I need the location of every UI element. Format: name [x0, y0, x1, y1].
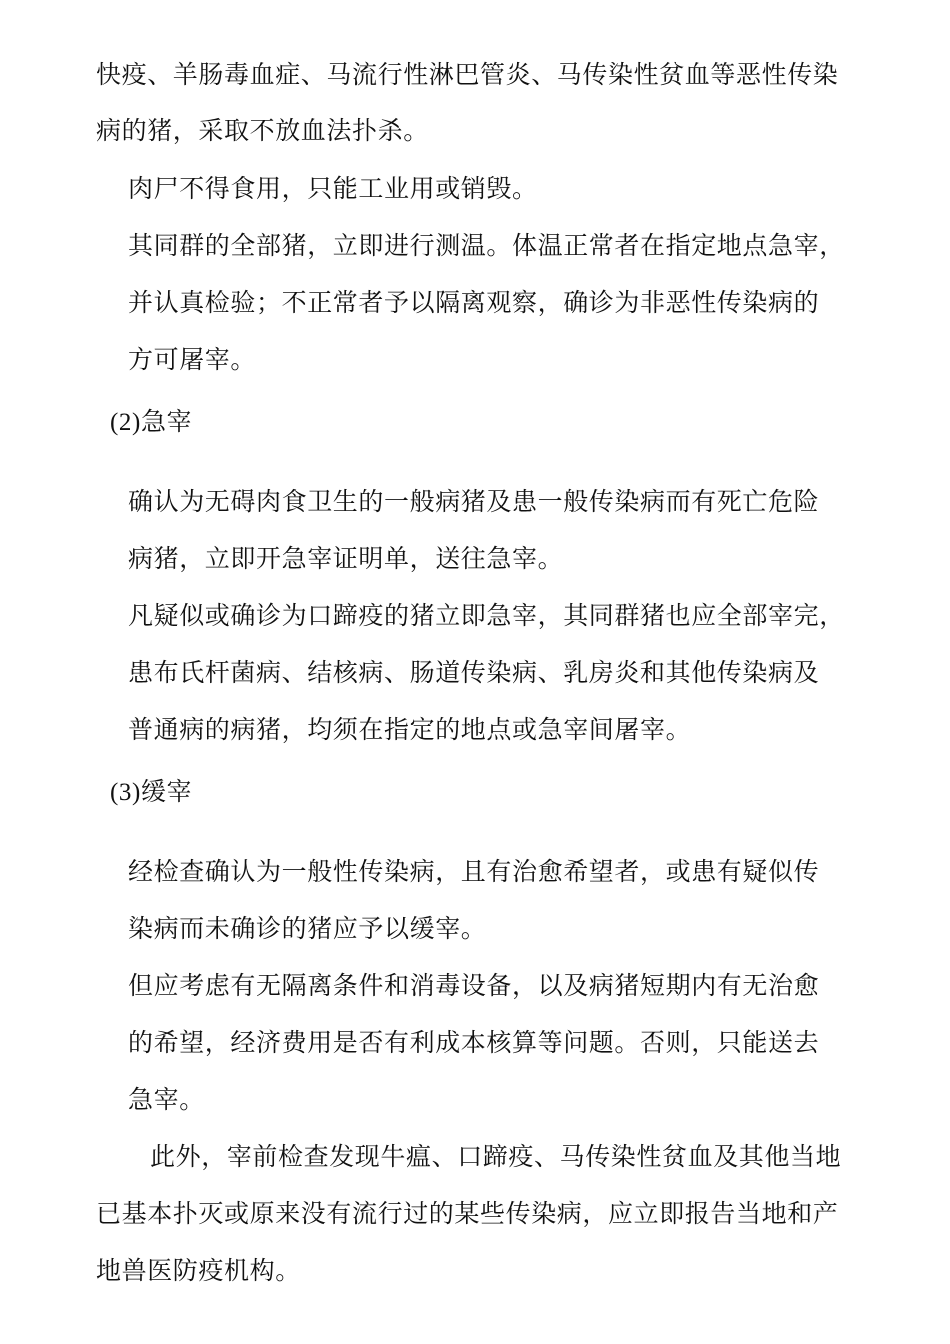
section-2-p1-line-1: 确认为无碍肉食卫生的一般病猪及患一般传染病而有死亡危险 [128, 487, 820, 516]
carcass-line-1: 肉尸不得食用，只能工业用或销毁。 [128, 174, 538, 203]
herd-line-1: 其同群的全部猪，立即进行测温。体温正常者在指定地点急宰， [128, 231, 845, 260]
section-2-p2-line-3: 普通病的病猪，均须在指定的地点或急宰间屠宰。 [128, 715, 692, 744]
intro-line-2: 病的猪，采取不放血法扑杀。 [96, 116, 429, 145]
herd-line-2: 并认真检验；不正常者予以隔离观察，确诊为非恶性传染病的 [128, 288, 820, 317]
section-3-p2-line-3: 急宰。 [128, 1085, 205, 1114]
closing-line-1: 此外，宰前检查发现牛瘟、口蹄疫、马传染性贫血及其他当地 [150, 1142, 842, 1171]
section-3-p1-line-2: 染病而未确诊的猪应予以缓宰。 [128, 914, 487, 943]
closing-line-3: 地兽医防疫机构。 [96, 1256, 301, 1285]
section-2-heading: (2)急宰 [110, 409, 193, 436]
section-2-p2-line-2: 患布氏杆菌病、结核病、肠道传染病、乳房炎和其他传染病及 [128, 658, 820, 687]
section-2-p2-line-1: 凡疑似或确诊为口蹄疫的猪立即急宰，其同群猪也应全部宰完， [128, 601, 845, 630]
section-3-p2-line-1: 但应考虑有无隔离条件和消毒设备，以及病猪短期内有无治愈 [128, 971, 820, 1000]
section-3-p1-line-1: 经检查确认为一般性传染病，且有治愈希望者，或患有疑似传 [128, 857, 820, 886]
section-3-heading: (3)缓宰 [110, 779, 193, 806]
herd-line-3: 方可屠宰。 [128, 345, 257, 374]
section-2-p1-line-2: 病猪，立即开急宰证明单，送往急宰。 [128, 544, 564, 573]
section-3-p2-line-2: 的希望，经济费用是否有利成本核算等问题。否则，只能送去 [128, 1028, 820, 1057]
closing-line-2: 已基本扑灭或原来没有流行过的某些传染病，应立即报告当地和产 [96, 1199, 839, 1228]
intro-line-1: 快疫、羊肠毒血症、马流行性淋巴管炎、马传染性贫血等恶性传染 [96, 60, 839, 89]
